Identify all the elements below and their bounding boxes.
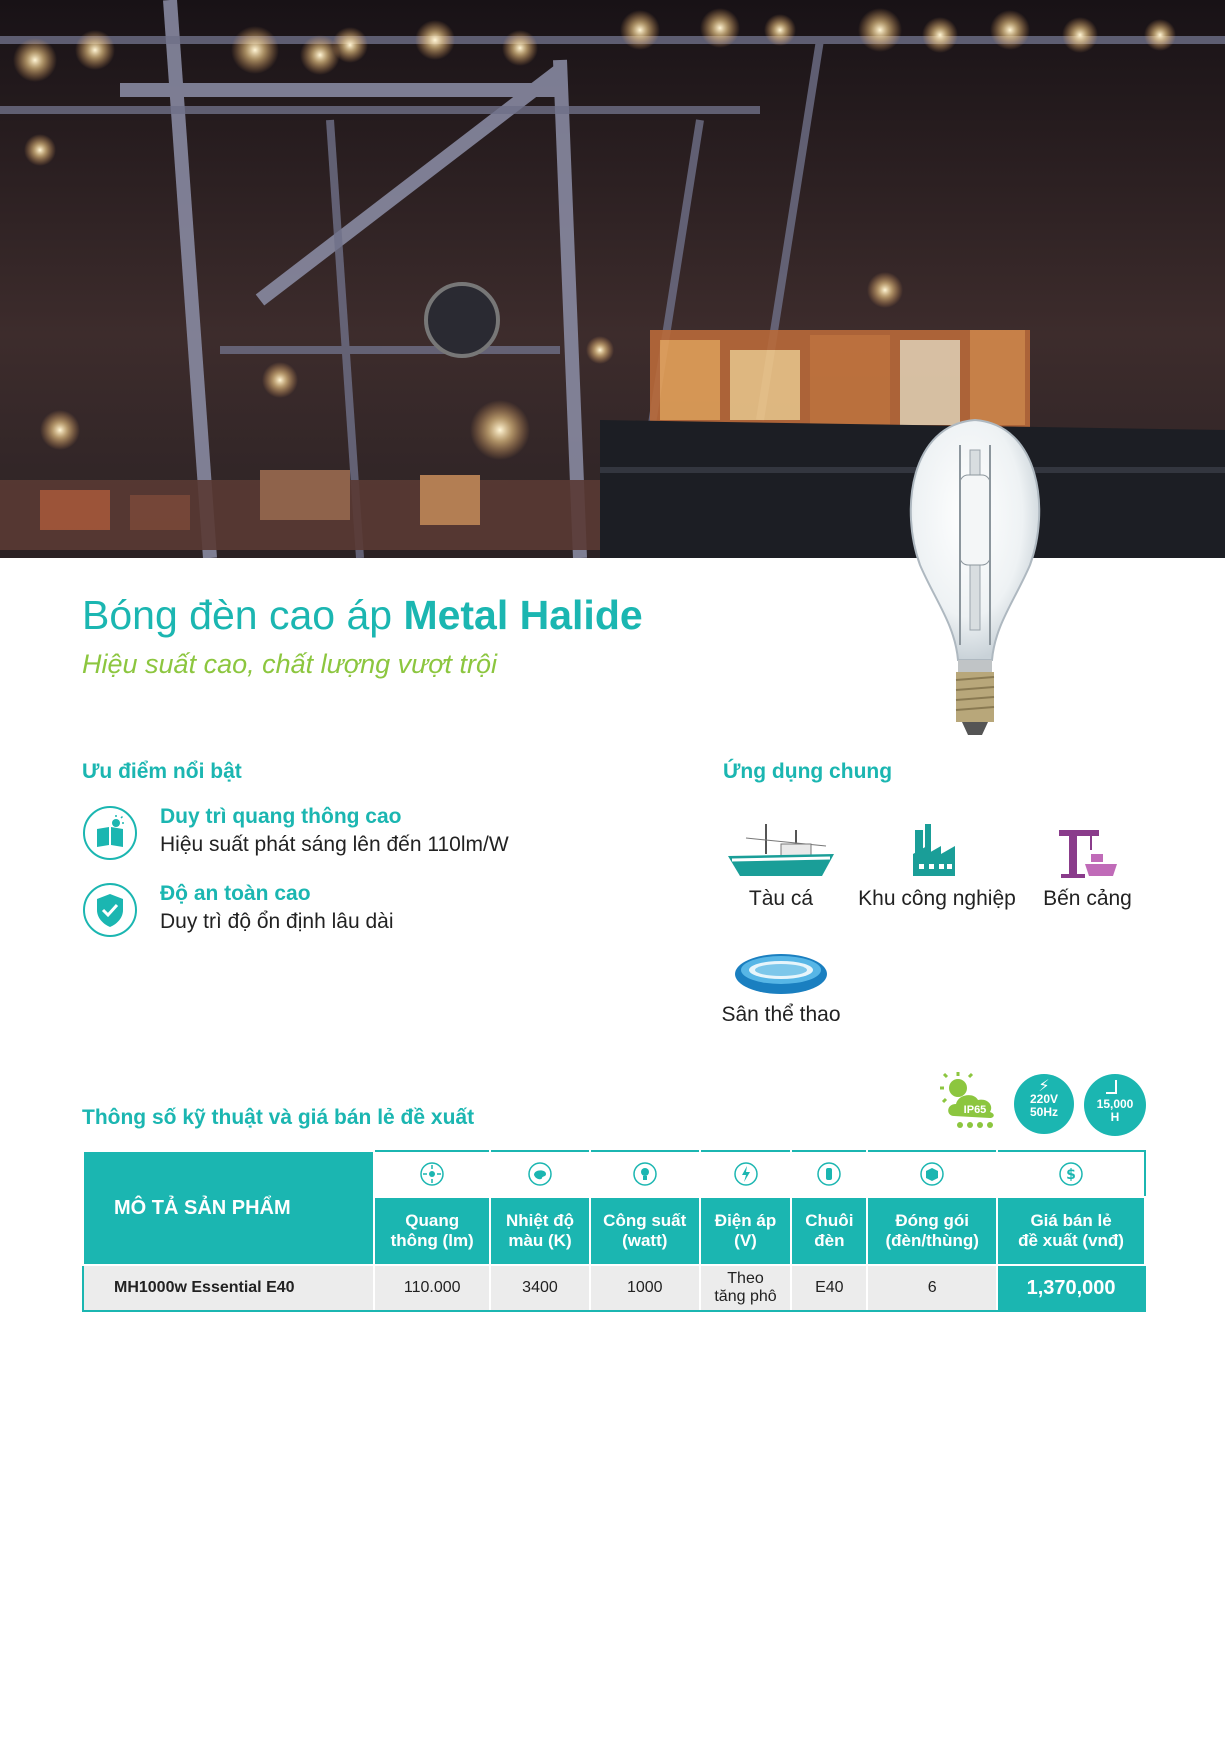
- title-light-text: Bóng đèn cao áp: [82, 592, 404, 638]
- fishing-boat-icon: [726, 820, 836, 882]
- lightning-icon: ⚡: [1038, 1078, 1050, 1095]
- page-subtitle: Hiệu suất cao, chất lượng vượt trội: [82, 649, 498, 679]
- application-label: Sân thể thao: [721, 1003, 841, 1026]
- voltage-cell-line1: Theo: [727, 1270, 764, 1287]
- voltage-line2: 50Hz: [1029, 1105, 1058, 1119]
- col-header-line2: đèn: [814, 1231, 845, 1250]
- voltage-badge: [1014, 1074, 1074, 1134]
- advantage-title: Duy trì quang thông cao: [160, 805, 402, 828]
- col-header-socket: [791, 1197, 867, 1265]
- application-item: [852, 820, 1022, 911]
- svg-text:$: $: [1066, 1167, 1076, 1183]
- col-header-voltage: [700, 1197, 792, 1265]
- advantage-item: [82, 805, 642, 865]
- metal-halide-bulb-image: [890, 415, 1060, 740]
- table-row: [83, 1265, 1145, 1311]
- col-header-power: [590, 1197, 700, 1265]
- application-item: [716, 948, 846, 1027]
- socket-cell: E40: [791, 1265, 867, 1311]
- palette-icon: [490, 1151, 590, 1197]
- applications-heading: Ứng dụng chung: [723, 760, 893, 783]
- stadium-icon: [731, 948, 831, 998]
- color-temp-cell: 3400: [490, 1265, 590, 1311]
- advantage-title: Độ an toàn cao: [160, 882, 311, 905]
- col-header-color-temp: [490, 1197, 590, 1265]
- col-header-lumen: [374, 1197, 490, 1265]
- price-cell: 1,370,000: [997, 1265, 1145, 1311]
- dollar-icon: [997, 1151, 1145, 1197]
- col-header-line2: thông (lm): [390, 1231, 474, 1250]
- application-label: Bến cảng: [1043, 887, 1132, 910]
- power-cell: 1000: [590, 1265, 700, 1311]
- port-crane-icon: [1055, 820, 1121, 882]
- light-book-icon: [82, 805, 138, 861]
- col-header-line1: Giá bán lẻ: [1030, 1211, 1112, 1230]
- col-header-pack: [867, 1197, 997, 1265]
- voltage-cell: [700, 1265, 792, 1311]
- col-header-line1: Chuôi: [805, 1211, 854, 1230]
- title-bold-text: Metal Halide: [403, 592, 643, 638]
- shield-check-icon: [82, 882, 138, 938]
- advantage-desc: Hiệu suất phát sáng lên đến 110lm/W: [160, 833, 509, 856]
- voltage-line1: 220V: [1029, 1092, 1059, 1106]
- clock-icon: [1084, 1074, 1146, 1098]
- product-name-cell: MH1000w Essential E40: [83, 1265, 374, 1311]
- col-header-price: [997, 1197, 1145, 1265]
- application-label: Tàu cá: [748, 887, 814, 910]
- spec-table: [82, 1150, 1146, 1312]
- advantages-heading: Ưu điểm nổi bật: [82, 760, 242, 783]
- col-header-line1: Đóng gói: [895, 1211, 970, 1230]
- factory-icon: [907, 820, 967, 882]
- lifetime-badge: [1084, 1074, 1146, 1136]
- col-header-line2: màu (K): [508, 1231, 572, 1250]
- col-header-line1: Điện áp: [714, 1211, 777, 1230]
- socket-icon: [791, 1151, 867, 1197]
- lifetime-line2: H: [1110, 1110, 1120, 1124]
- product-description-header: MÔ TẢ SẢN PHẨM: [83, 1151, 374, 1265]
- page-title: [82, 592, 643, 639]
- col-header-line2: (watt): [622, 1231, 668, 1250]
- advantage-desc: Duy trì độ ổn định lâu dài: [160, 910, 394, 933]
- col-header-line2: (đèn/thùng): [885, 1231, 979, 1250]
- col-header-line1: Công suất: [603, 1211, 687, 1230]
- col-header-line1: Quang: [405, 1211, 460, 1230]
- lightning-icon: [700, 1151, 792, 1197]
- advantage-item: [82, 882, 642, 942]
- col-header-line2: (V): [734, 1231, 757, 1250]
- bulb-icon: [590, 1151, 700, 1197]
- ip-rating-label: IP65: [963, 1104, 987, 1116]
- spec-heading: Thông số kỹ thuật và giá bán lẻ đề xuất: [82, 1106, 475, 1129]
- pack-cell: 6: [867, 1265, 997, 1311]
- lumen-icon: [374, 1151, 490, 1197]
- col-header-line2: đề xuất (vnđ): [1018, 1231, 1124, 1250]
- application-label: Khu công nghiệp: [858, 887, 1016, 910]
- application-item: [1030, 820, 1145, 911]
- lumen-cell: 110.000: [374, 1265, 490, 1311]
- box-icon: [867, 1151, 997, 1197]
- col-header-line1: Nhiệt độ: [505, 1211, 574, 1230]
- voltage-cell-line2: tăng phô: [714, 1288, 777, 1305]
- lifetime-line1: 15,000: [1096, 1097, 1134, 1111]
- application-item: [716, 820, 846, 911]
- ip65-rain-sun-icon: [936, 1070, 1006, 1132]
